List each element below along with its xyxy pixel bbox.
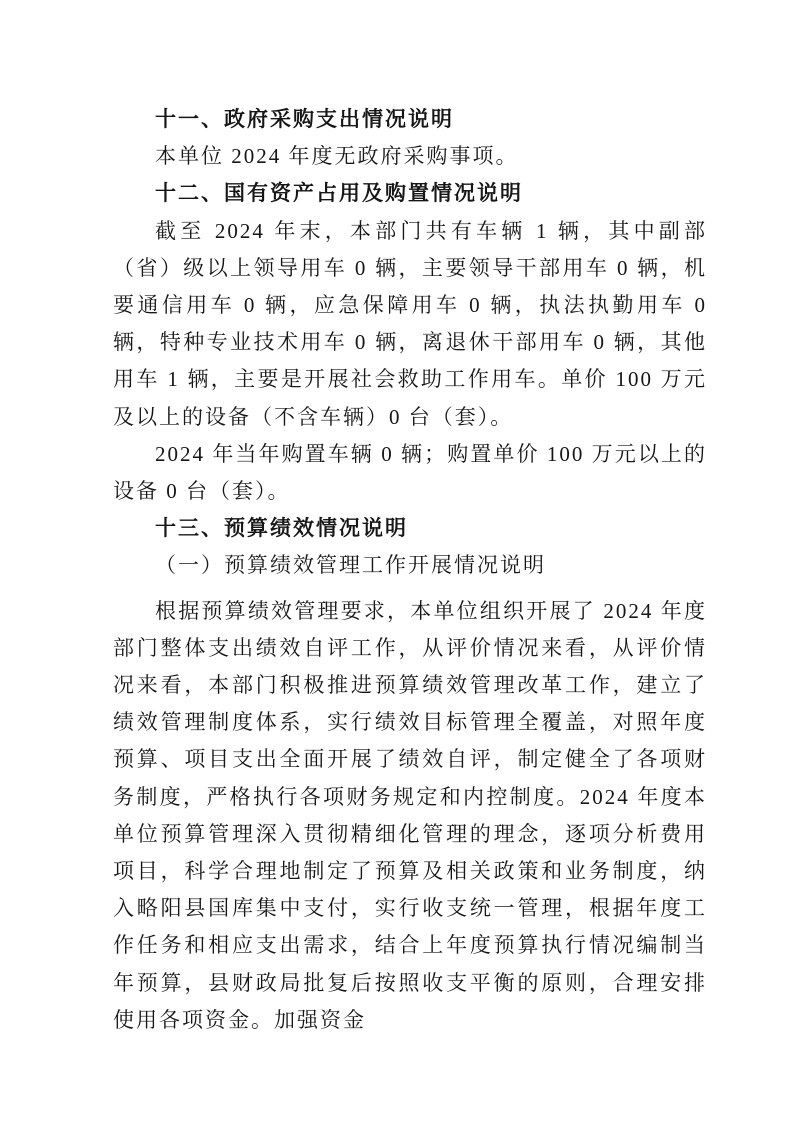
heading-section-12: 十二、国有资产占用及购置情况说明 <box>155 182 523 206</box>
para-no-procurement: 本单位 2024 年度无政府采购事项。 <box>155 144 519 169</box>
document-body <box>113 101 707 1039</box>
heading-section-11: 十一、政府采购支出情况说明 <box>155 108 454 131</box>
heading-section-13: 十三、预算绩效情况说明 <box>155 517 408 541</box>
para-state-assets-vehicles: 截至 2024 年末，本部门共有车辆 1 辆，其中副部（省）级以上领导用车 0 辆，主要领导干部用车 0 辆，机要通信用车 0 辆，应急保障用车 0 辆，执法执勤用车 0 辆，特种专业技术用车 0 辆，离退休干部用车 0 辆，其他用车 1 辆，主要是开展社会救助工作用车。单价 100 万元及以上的设备（不含车辆）0 台（套）。 <box>113 218 707 429</box>
para-current-year-purchases: 2024 年当年购置车辆 0 辆；购置单价 100 万元以上的设备 0 台（套）。 <box>113 441 707 504</box>
subheading-section-13-1: （一）预算绩效管理工作开展情况说明 <box>155 553 546 578</box>
para-performance-management: 根据预算绩效管理要求，本单位组织开展了 2024 年度部门整体支出绩效自评工作，从评价情况来看，从评价情况来看，本部门积极推进预算绩效管理改革工作，建立了绩效管理制度体系，实行绩效目标管理全覆盖，对照年度预算、项目支出全面开展了绩效自评，制定健全了各项财务制度，严格执行各项财务规定和内控制度。2024 年度本单位预算管理深入贯彻精细化管理的理念，逐项分析费用项目，科学合理地制定了预算及相关政策和业务制度，纳入略阳县国库集中支付，实行收支统一管理，根据年度工作任务和相应支出需求，结合上年度预算执行情况编制当年预算，县财政局批复后按照收支平衡的原则，合理安排使用各项资金。加强资金 <box>113 598 707 1032</box>
